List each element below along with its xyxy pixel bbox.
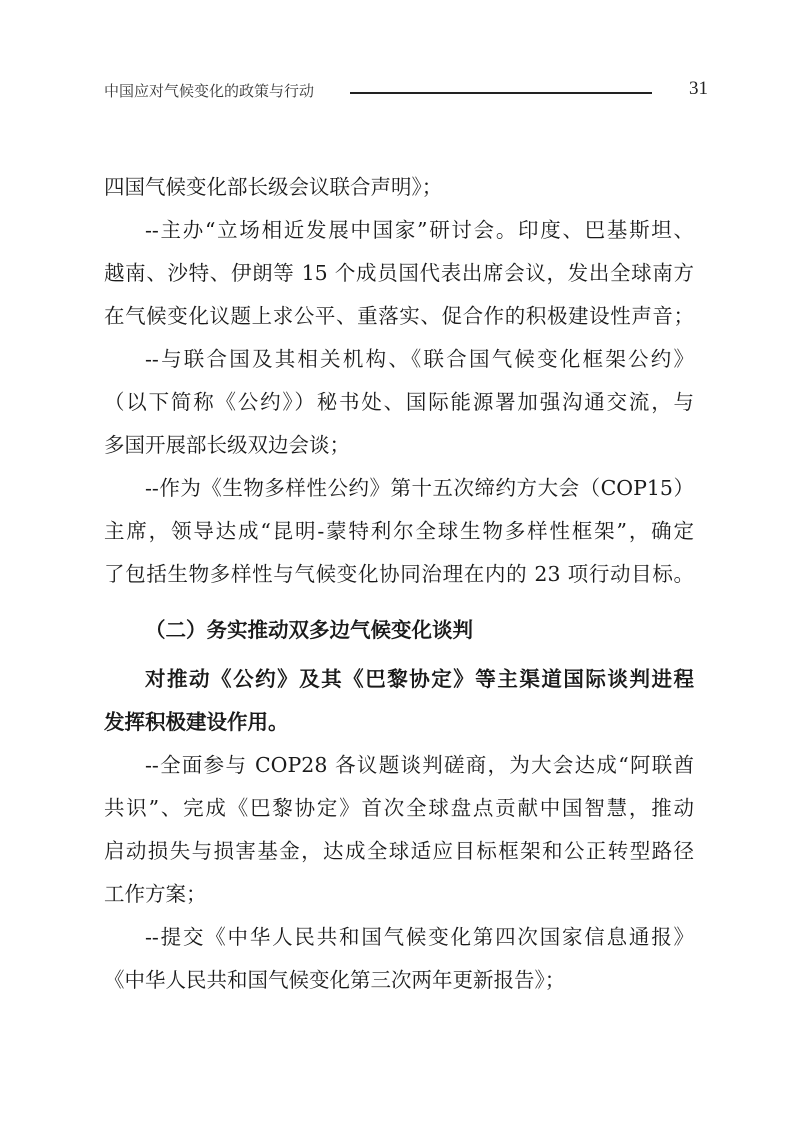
page-number: 31 — [689, 78, 708, 99]
header-rule — [350, 92, 652, 94]
paragraph-line: 在气候变化议题上求公平、重落实、促合作的积极建设性声音； — [104, 304, 694, 328]
bold-paragraph-line: 对推动《公约》及其《巴黎协定》等主渠道国际谈判进程 — [145, 667, 694, 691]
paragraph-line: 了包括生物多样性与气候变化协同治理在内的 23 项行动目标。 — [104, 562, 694, 586]
bold-paragraph-line: 发挥积极建设作用。 — [104, 710, 289, 734]
paragraph-line: 《中华人民共和国气候变化第三次两年更新报告》； — [104, 968, 566, 992]
body-text — [104, 166, 694, 1002]
paragraph-line: --与联合国及其相关机构、《联合国气候变化框架公约》 — [145, 347, 694, 371]
paragraph-line: 启动损失与损害基金，达成全球适应目标框架和公正转型路径 — [104, 839, 694, 863]
paragraph-line: --全面参与 COP28 各议题谈判磋商，为大会达成“阿联酋 — [145, 753, 694, 777]
section-heading: （二）务实推动双多边气候变化谈判 — [145, 618, 473, 642]
running-header-title: 中国应对气候变化的政策与行动 — [104, 82, 315, 100]
paragraph-line: 主席，领导达成“昆明-蒙特利尔全球生物多样性框架”，确定 — [104, 519, 694, 543]
paragraph-line: 越南、沙特、伊朗等 15 个成员国代表出席会议，发出全球南方 — [104, 261, 694, 285]
paragraph-line: --提交《中华人民共和国气候变化第四次国家信息通报》 — [145, 925, 694, 949]
paragraph-line: 工作方案； — [104, 882, 207, 906]
paragraph-line: 四国气候变化部长级会议联合声明》； — [104, 175, 443, 199]
paragraph-line: 共识”、完成《巴黎协定》首次全球盘点贡献中国智慧，推动 — [104, 796, 694, 820]
paragraph-line: （以下简称《公约》）秘书处、国际能源署加强沟通交流，与 — [104, 390, 694, 414]
paragraph-line: 多国开展部长级双边会谈； — [104, 433, 350, 457]
paragraph-line: --主办“立场相近发展中国家”研讨会。印度、巴基斯坦、 — [145, 218, 694, 242]
paragraph-line: --作为《生物多样性公约》第十五次缔约方大会（COP15） — [145, 476, 694, 500]
running-header — [104, 78, 708, 106]
